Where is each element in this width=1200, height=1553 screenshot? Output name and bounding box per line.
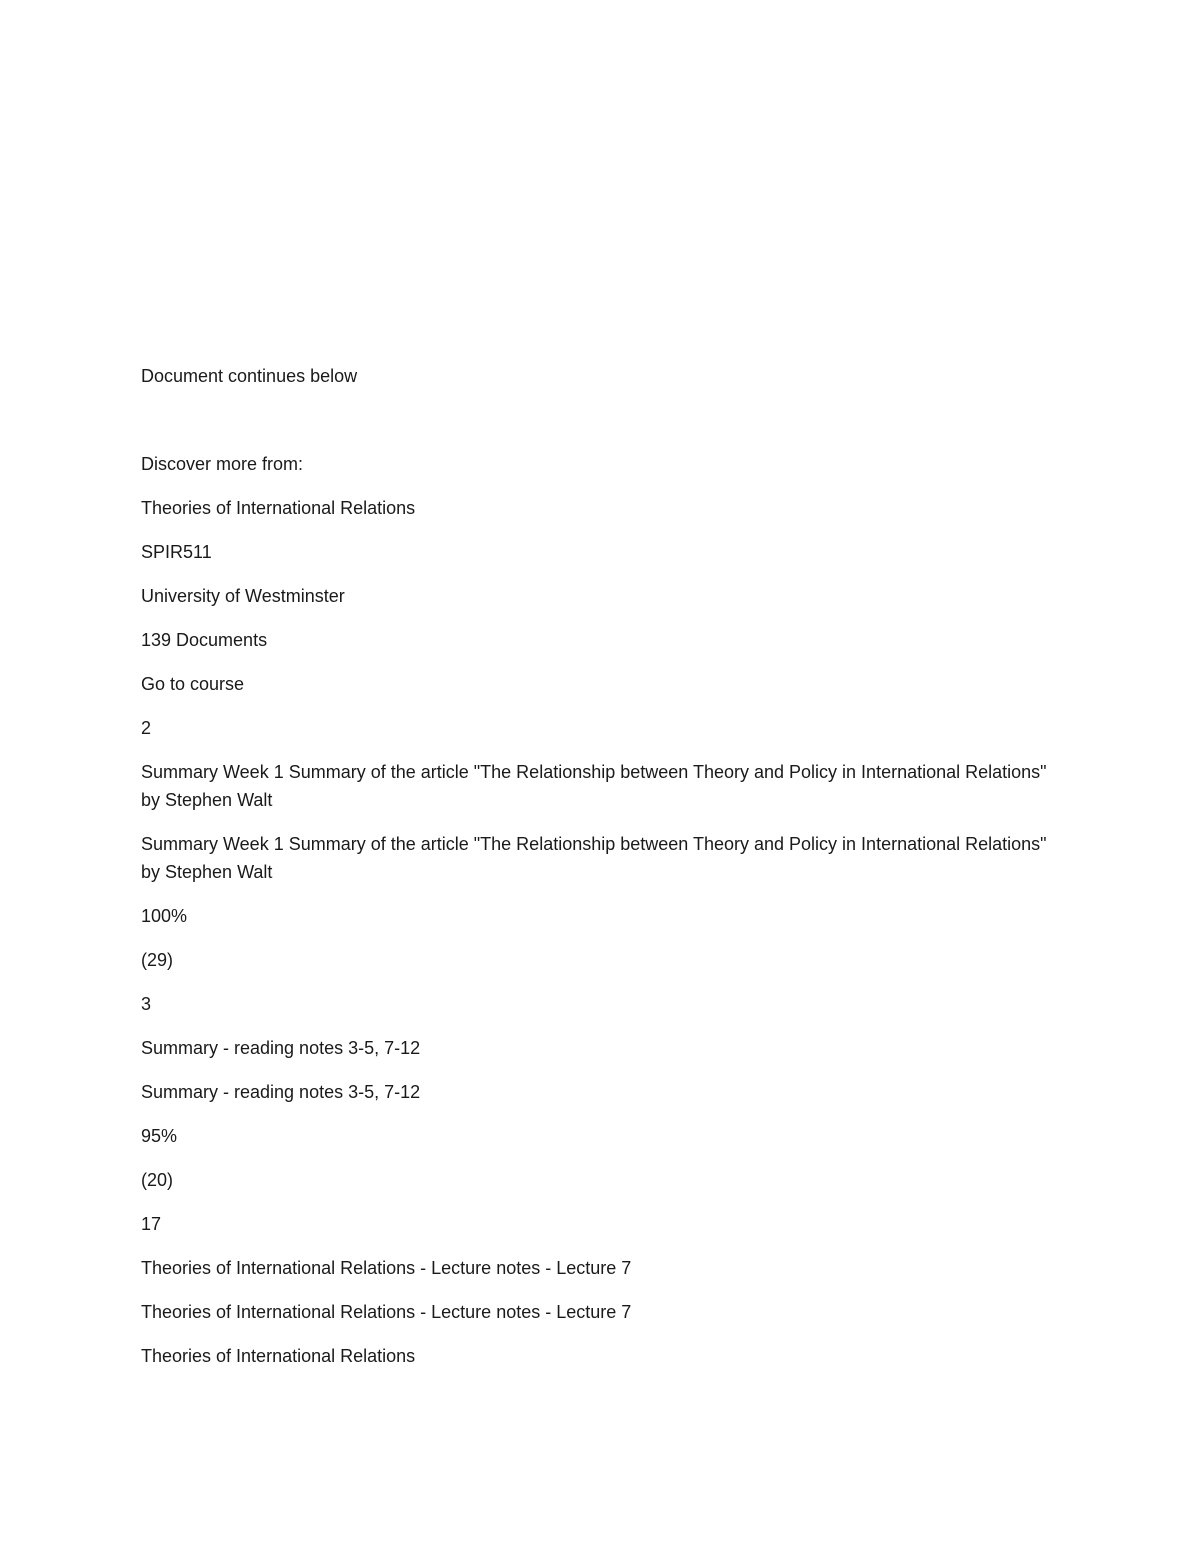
go-to-course-link[interactable]: Go to course: [141, 674, 245, 694]
university-name: University of Westminster: [141, 586, 345, 606]
doc-3-pages: 17: [141, 1214, 162, 1234]
doc-1-pages: 2: [141, 718, 152, 738]
discover-heading: Discover more from:: [141, 454, 304, 474]
doc-2-votes: (20): [141, 1170, 174, 1190]
doc-2-title: Summary - reading notes 3-5, 7-12: [141, 1082, 421, 1102]
doc-2-rating: 95%: [141, 1126, 178, 1146]
continues-notice: Document continues below: [141, 366, 358, 386]
doc-2-pages: 3: [141, 994, 152, 1014]
doc-1-votes: (29): [141, 950, 174, 970]
document-content: [141, 362, 1061, 1386]
doc-1-title-link[interactable]: Summary Week 1 Summary of the article "The Relationship between Theory and Policy in International Relations" by Stephen Walt: [141, 762, 1047, 810]
doc-3-title-link[interactable]: Theories of International Relations - Lecture notes - Lecture 7: [141, 1258, 632, 1278]
doc-3-title: Theories of International Relations - Lecture notes - Lecture 7: [141, 1302, 632, 1322]
doc-2-title-link[interactable]: Summary - reading notes 3-5, 7-12: [141, 1038, 421, 1058]
course-title: Theories of International Relations: [141, 498, 416, 518]
doc-1-rating: 100%: [141, 906, 188, 926]
doc-1-title: Summary Week 1 Summary of the article "The Relationship between Theory and Policy in International Relations" by Stephen Walt: [141, 834, 1047, 882]
documents-count: 139 Documents: [141, 630, 268, 650]
doc-3-course: Theories of International Relations: [141, 1346, 416, 1366]
course-code: SPIR511: [141, 542, 212, 562]
